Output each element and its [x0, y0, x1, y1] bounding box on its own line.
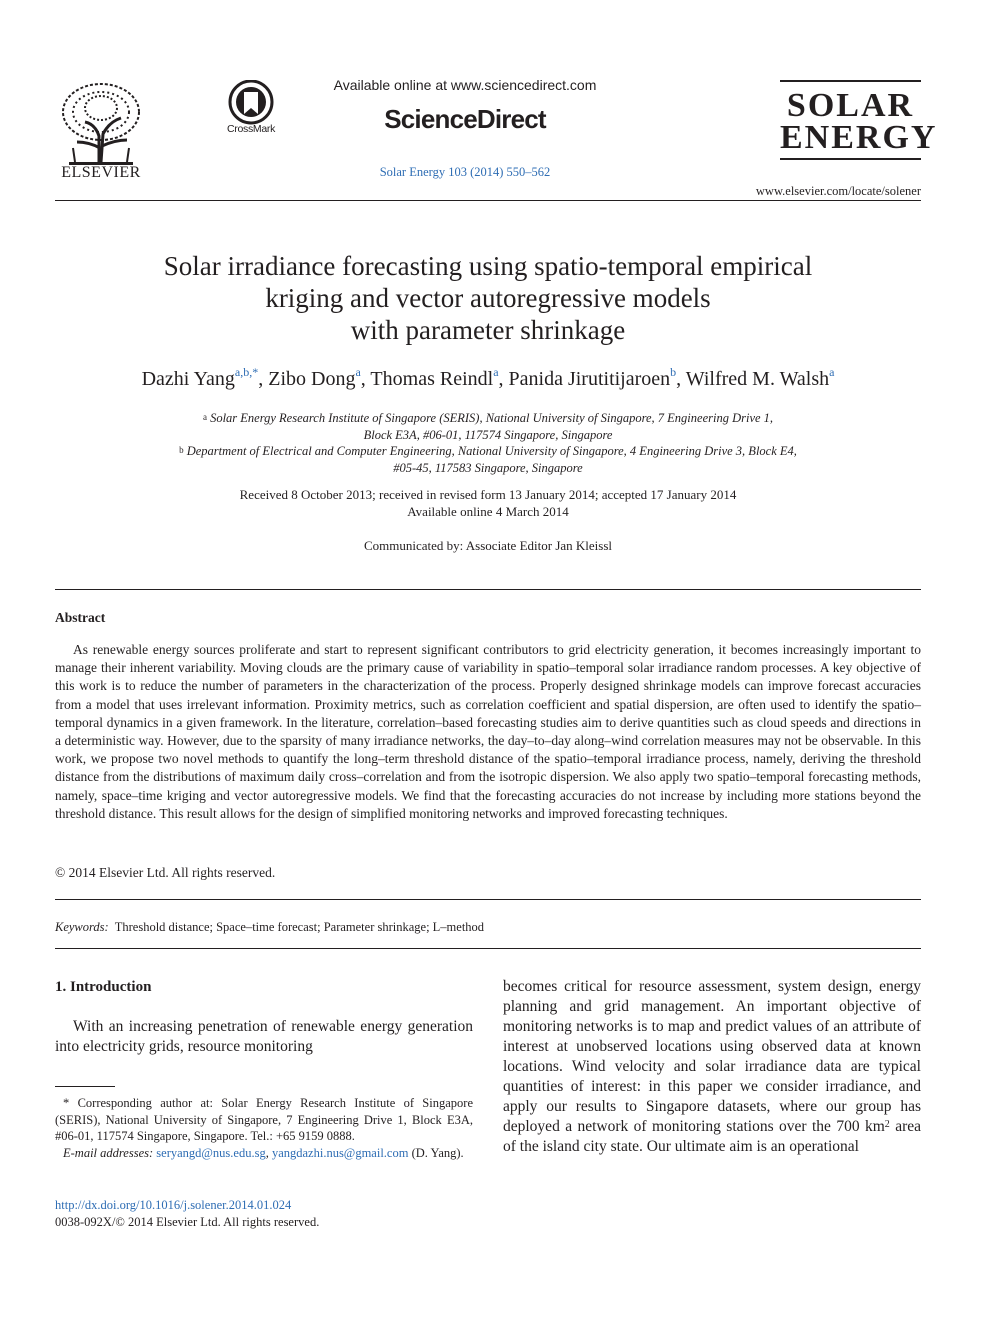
affiliation-b-marker: b	[179, 445, 184, 455]
email-owner: (D. Yang).	[411, 1145, 464, 1160]
affiliation-a	[70, 410, 906, 443]
issn-copyright: 0038-092X/© 2014 Elsevier Ltd. All rights reserved.	[55, 1215, 320, 1229]
author-list	[40, 365, 936, 391]
author-name[interactable]: Panida Jirutitijaroen	[508, 368, 671, 390]
author-affiliation-marker[interactable]: a	[493, 365, 499, 379]
affiliation-a-line-2: Block E3A, #06-01, 117574 Singapore, Singapore	[363, 427, 613, 442]
keywords-top-rule	[55, 899, 921, 900]
available-online-date: Available online 4 March 2014	[407, 504, 569, 519]
body-top-rule	[55, 948, 921, 949]
footnote-rule	[55, 1086, 115, 1087]
section-heading-introduction: 1. Introduction	[55, 979, 152, 995]
corresponding-author-text: * Corresponding author at: Solar Energy Research Institute of Singapore (SERIS), National University of Singapore, 7 Engineering Drive 1, Block E3A, #06-01, 117574 Singapore, Singapore. Tel.: +65 9159 0888.	[55, 1096, 473, 1143]
title-line-2: kriging and vector autoregressive models	[265, 283, 711, 313]
author-affiliation-marker[interactable]: a	[355, 365, 361, 379]
doi-link[interactable]: http://dx.doi.org/10.1016/j.solener.2014.01.024	[55, 1198, 292, 1212]
sciencedirect-logo: ScienceDirect	[384, 104, 546, 134]
article-title	[60, 250, 916, 346]
abstract-heading: Abstract	[55, 610, 106, 625]
affiliation-a-line-1: Solar Energy Research Institute of Singapore (SERIS), National University of Singapore, 7 Engineering Drive 1,	[210, 411, 774, 425]
author-affiliation-marker[interactable]: a	[829, 365, 835, 379]
publisher-name: ELSEVIER	[61, 164, 141, 181]
crossmark-label: CrossMark	[226, 123, 276, 135]
author-separator: ,	[676, 368, 686, 390]
author-name[interactable]: Zibo Dong	[268, 368, 356, 390]
corresponding-author-footnote	[55, 1095, 473, 1161]
abstract-body: As renewable energy sources proliferate and start to represent significant contributors to grid electricity generation, it becomes increasingly important to manage their inherent variability. Moving clouds are the primary cause of variability in spatio–temporal solar irradiance random processes. A key objective of this work is to reduce the number of parameters in the characterization of the process. Properly designed shrinkage models can improve forecast accuracies from a model that uses irrelevant information. Proximity metrics, such as correlation coefficient and spatial dispersion, are often used to identify the spatio–temporal dynamics in a given framework. In the literature, correlation–based forecasting studies aim to derive quantities such as cloud speeds and directions in a deterministic way. However, due to the sparsity of many irradiance networks, the day–to–day along–wind correlation measures may not be observable. In this work, we propose two novel methods to quantify the long–term threshold distance of the spatio–temporal irradiance process, namely, deriving the threshold distance from the distributions of maximum daily cross–correlation and from the isotropic dispersion. We also apply two spatio–temporal forecasting methods, namely, space–time kriging and vector autoregressive models. We find that the forecasting accuracies do not increase by including more stations beyond the threshold distance. This result allows for the design of simplified monitoring networks and improved forecasting techniques.	[55, 642, 921, 821]
copyright-notice: © 2014 Elsevier Ltd. All rights reserved.	[55, 865, 276, 880]
article-history	[70, 486, 906, 520]
available-online-text: Available online at www.sciencedirect.com	[333, 77, 597, 93]
author-name[interactable]: Dazhi Yang	[141, 368, 235, 390]
title-line-3: with parameter shrinkage	[350, 315, 626, 345]
email-separator: ,	[265, 1145, 272, 1160]
email-label: E-mail addresses:	[63, 1145, 154, 1160]
title-line-1: Solar irradiance forecasting using spatio-temporal empirical	[163, 251, 813, 281]
author-name[interactable]: Wilfred M. Walsh	[685, 368, 830, 390]
journal-logo-line2: ENERGY	[780, 119, 938, 156]
email-link-2[interactable]: yangdazhi.nus@gmail.com	[271, 1145, 409, 1160]
communicated-by: Communicated by: Associate Editor Jan Kleissl	[363, 538, 613, 553]
intro-right-text-b: area of the island city state. Our ultimate aim is an operational	[503, 1118, 921, 1155]
keywords-label: Keywords:	[55, 920, 109, 934]
journal-logo-line1: SOLAR	[786, 87, 915, 124]
author-separator: ,	[258, 368, 269, 390]
affiliation-b-line-2: #05-45, 117583 Singapore, Singapore	[393, 460, 583, 475]
author-affiliation-marker[interactable]: b	[670, 365, 677, 379]
intro-right-text-a: becomes critical for resource assessment, system design, energy planning and grid management. An important objective of monitoring networks is to map and predict values of an attribute of interest at unobserved locations using observed data at known locations. Wind velocity and solar irradiance data are typical quantities of interest: in this paper we consider irradiance, and apply our results to Singapore datasets, where our group has deployed a network of monitoring stations over the 700 km	[503, 978, 921, 1135]
journal-logo	[780, 80, 938, 160]
intro-paragraph-left: With an increasing penetration of renewable energy generation into electricity grids, resource monitoring	[55, 1018, 473, 1056]
received-dates: Received 8 October 2013; received in revised form 13 January 2014; accepted 17 January 2014	[239, 487, 737, 502]
header-rule	[55, 200, 921, 201]
abstract-top-rule	[55, 589, 921, 590]
affiliation-b	[70, 443, 906, 476]
author-affiliation-marker[interactable]: a,b,*	[234, 365, 259, 379]
journal-reference-link[interactable]: Solar Energy 103 (2014) 550–562	[379, 165, 551, 179]
author-separator: ,	[360, 368, 371, 390]
email-line	[55, 1145, 473, 1162]
keywords	[55, 920, 921, 935]
affiliation-a-marker: a	[202, 412, 207, 422]
author-name[interactable]: Thomas Reindl	[370, 368, 494, 390]
email-link-1[interactable]: seryangd@nus.edu.sg	[156, 1145, 266, 1160]
intro-paragraph-right	[503, 977, 921, 1157]
author-separator: ,	[498, 368, 509, 390]
journal-url[interactable]: www.elsevier.com/locate/solener	[755, 184, 921, 198]
keywords-text: Threshold distance; Space–time forecast; Parameter shrinkage; L–method	[114, 920, 485, 934]
km-squared-superscript: 2	[884, 1119, 890, 1130]
affiliation-b-line-1: Department of Electrical and Computer Engineering, National University of Singapore, 4 Engineering Drive 3, Block E4,	[186, 444, 797, 458]
